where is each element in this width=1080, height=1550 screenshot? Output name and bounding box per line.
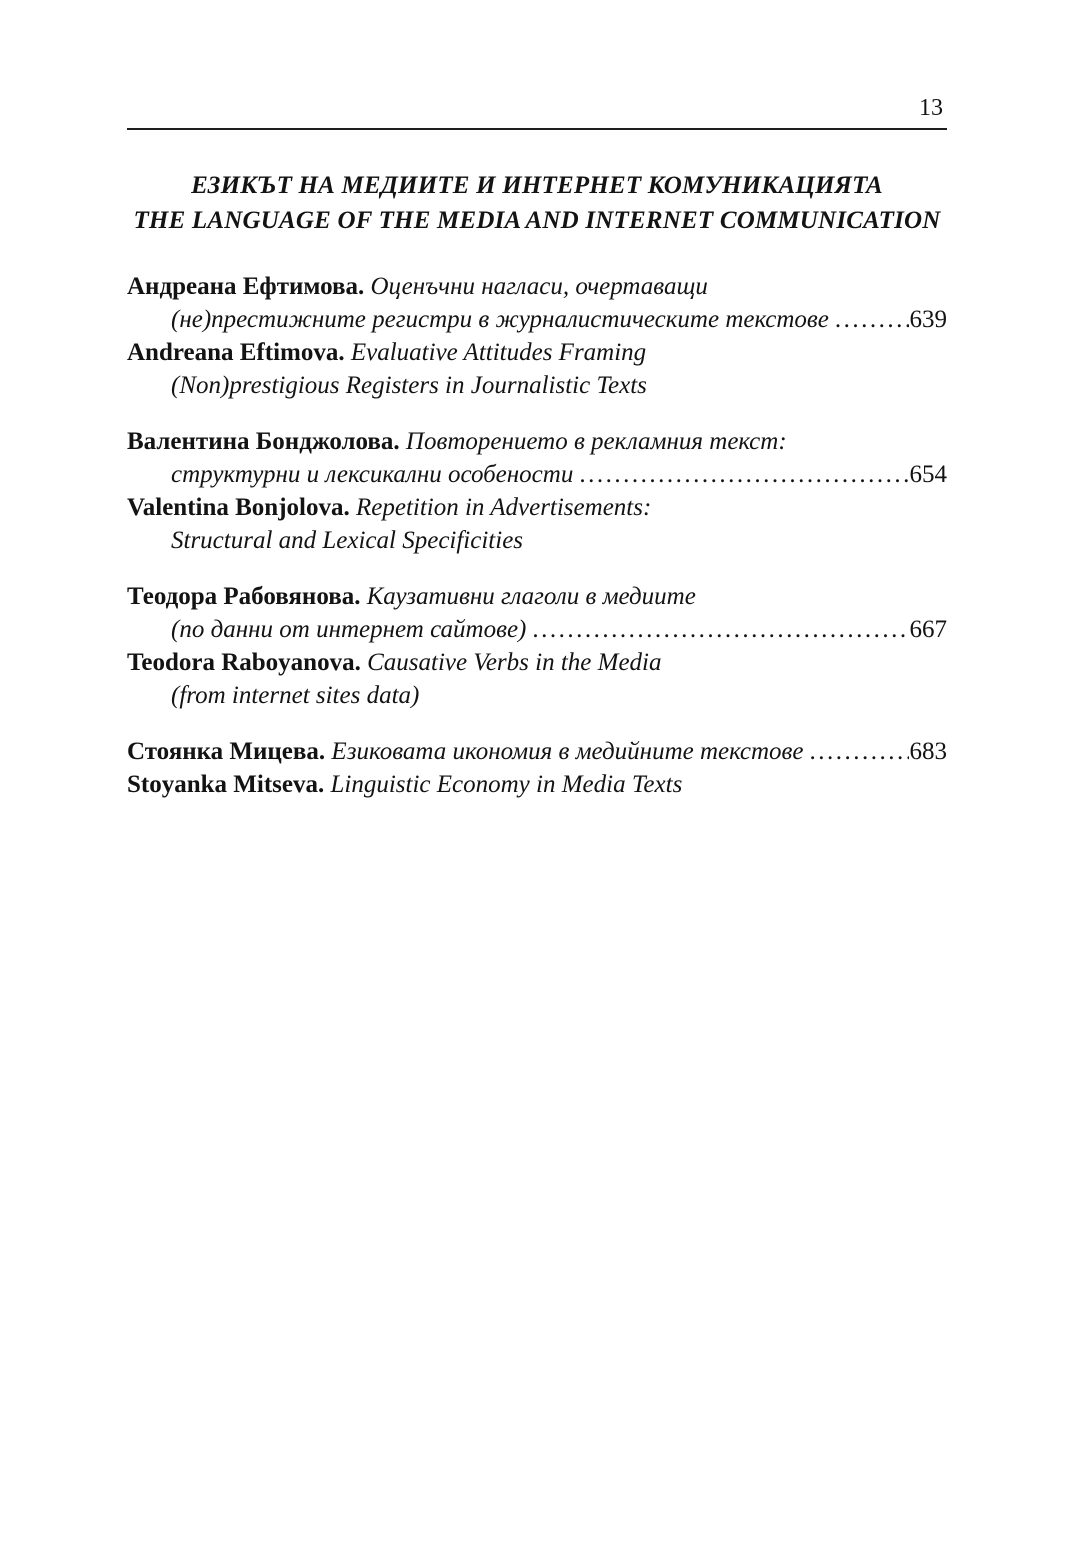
toc-entry-line <box>127 303 947 336</box>
dotted-leader <box>579 458 908 491</box>
dotted-leader <box>532 613 908 646</box>
toc-entry <box>127 425 947 557</box>
author-latin: Stoyanka Mitseva. <box>127 771 325 798</box>
dotted-leader <box>835 303 909 336</box>
title-latin-line1: Linguistic Economy in Media Texts <box>330 771 683 798</box>
toc-entry <box>127 580 947 712</box>
section-heading-cyrillic: ЕЗИКЪТ НА МЕДИИТЕ И ИНТЕРНЕТ КОМУНИКАЦИЯТА <box>191 172 883 199</box>
title-cyrillic-line1: Оценъчни нагласи, очертаващи <box>370 273 708 300</box>
title-cyrillic-line2: структурни и лексикални особености <box>171 461 574 488</box>
title-latin-line1: Evaluative Attitudes Framing <box>350 339 647 366</box>
author-cyrillic: Стоянка Мицева. <box>127 738 326 765</box>
title-latin-line1: Causative Verbs in the Media <box>367 649 662 676</box>
toc-entry-line <box>127 735 947 768</box>
toc-entry-line <box>127 270 947 303</box>
title-latin-line2: (from internet sites data) <box>171 682 420 709</box>
author-latin: Teodora Raboyanova. <box>127 649 361 676</box>
title-latin-line2: (Non)prestigious Registers in Journalistic Texts <box>171 372 647 399</box>
title-latin-line2: Structural and Lexical Specificities <box>171 527 524 554</box>
title-cyrillic-line1: Каузативни глаголи в медиите <box>366 583 696 610</box>
toc-entry <box>127 270 947 402</box>
title-latin-line1: Repetition in Advertisements: <box>355 494 652 521</box>
toc-entry-line <box>127 646 947 679</box>
toc-entry-line <box>127 491 947 524</box>
title-cyrillic-line2: (не)престижните регистри в журналистическите текстове <box>171 306 829 333</box>
entry-page-number: 654 <box>909 461 947 488</box>
author-latin: Andreana Eftimova. <box>127 339 345 366</box>
toc-entry-line <box>127 425 947 458</box>
toc-entry-line <box>127 336 947 369</box>
entry-page-number: 639 <box>909 306 947 333</box>
dotted-leader <box>809 735 908 768</box>
page-header <box>127 94 947 128</box>
title-cyrillic-line1: Повторението в рекламния текст: <box>405 428 787 455</box>
toc-entry-line <box>127 613 947 646</box>
title-cyrillic-line2: (по данни от интернет сайтове) <box>171 616 527 643</box>
author-cyrillic: Андреана Ефтимова. <box>127 273 365 300</box>
section-heading-english: THE LANGUAGE OF THE MEDIA AND INTERNET COMMUNICATION <box>133 207 941 234</box>
toc-entry-line <box>127 369 947 402</box>
toc-entry-line <box>127 524 947 557</box>
section-heading <box>127 168 947 238</box>
title-cyrillic-line1: Езиковата икономия в медийните текстове <box>331 738 804 765</box>
author-cyrillic: Валентина Бонджолова. <box>127 428 400 455</box>
toc-entry-line <box>127 679 947 712</box>
entry-page-number: 667 <box>909 616 947 643</box>
toc-entry-line <box>127 768 947 801</box>
toc-entry-line <box>127 458 947 491</box>
entry-page-number: 683 <box>909 738 947 765</box>
toc-entry-line <box>127 580 947 613</box>
author-latin: Valentina Bonjolova. <box>127 494 350 521</box>
header-divider-rule <box>127 128 947 130</box>
toc-entry <box>127 735 947 801</box>
page-number: 13 <box>919 95 943 121</box>
author-cyrillic: Теодора Рабовянова. <box>127 583 361 610</box>
